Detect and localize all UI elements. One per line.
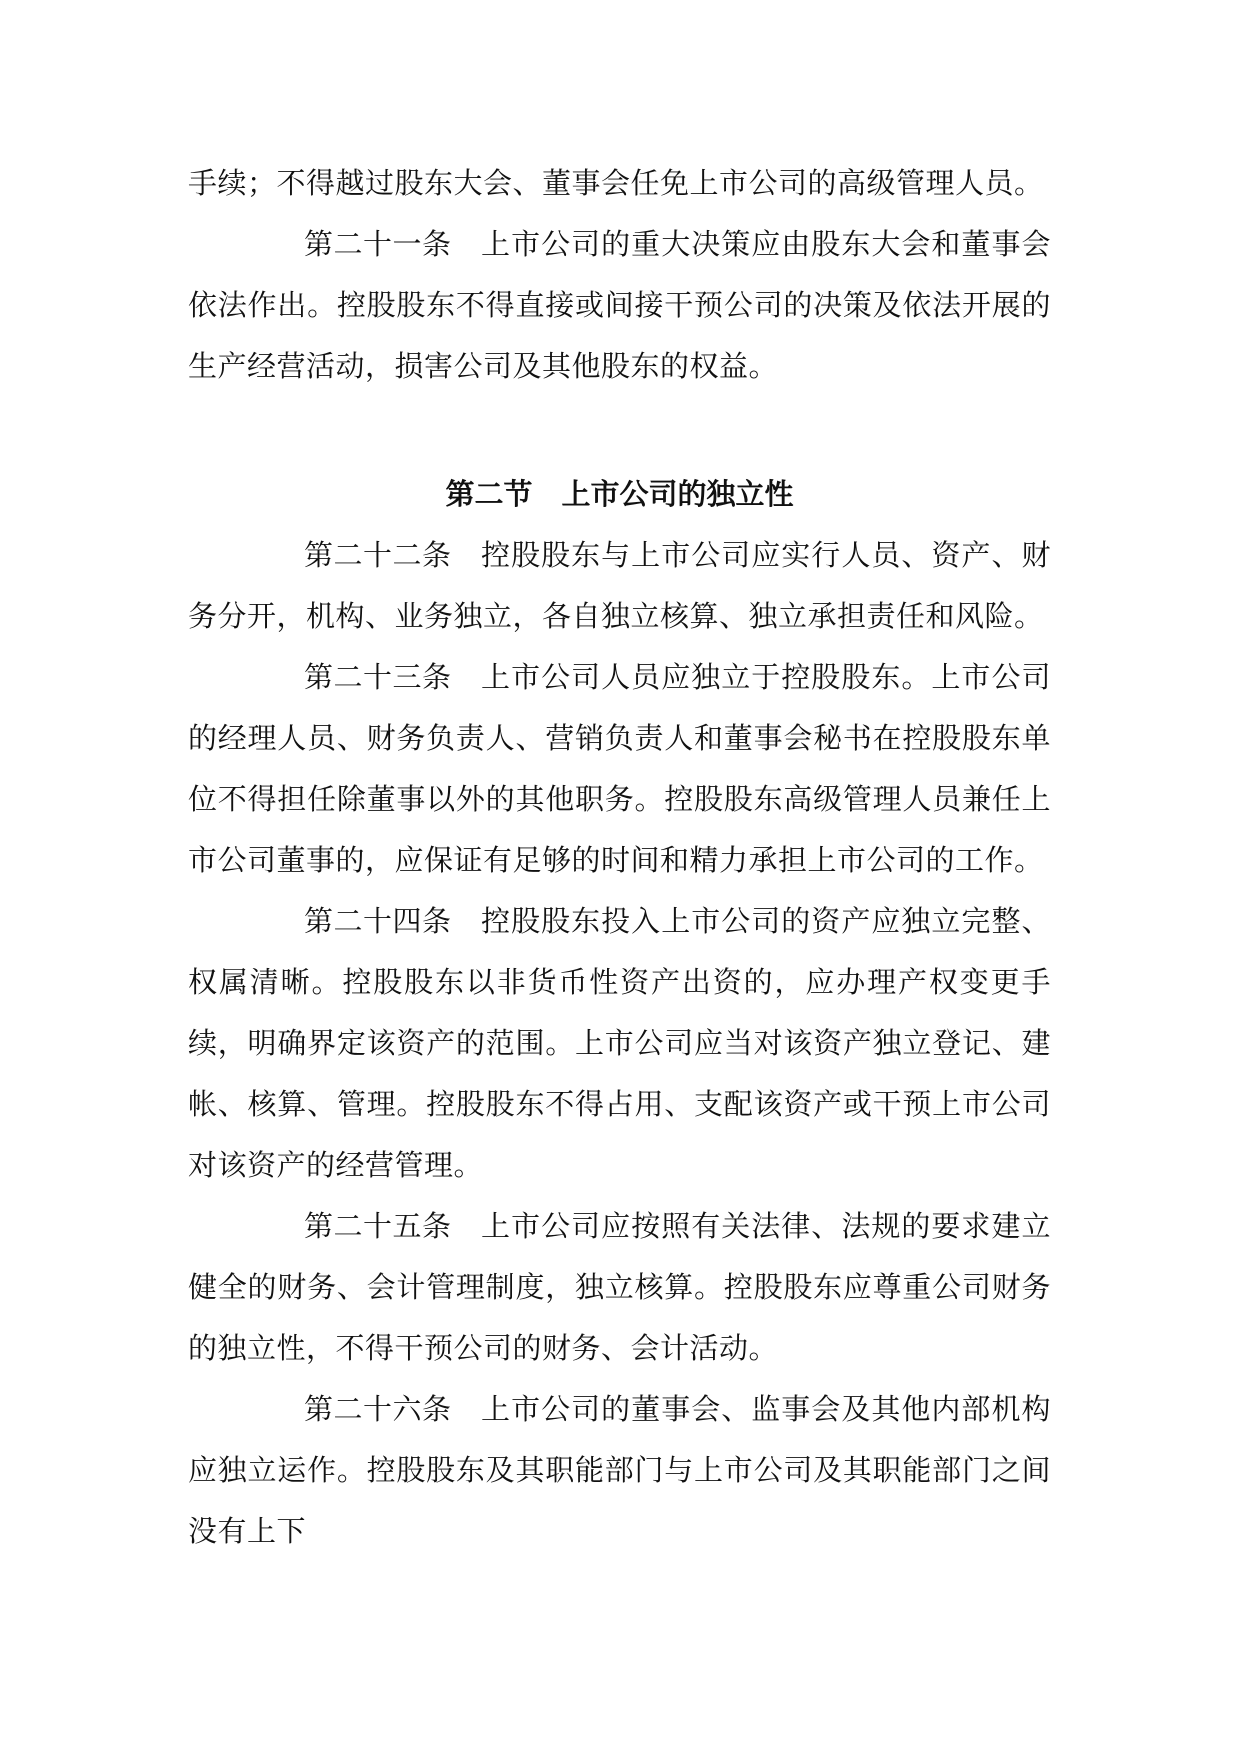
section-heading: [188, 464, 1051, 525]
section-spacer: [188, 397, 1051, 464]
article-25-number: 第二十五条: [304, 1209, 452, 1243]
document-body: [188, 153, 1051, 1562]
article-22-number: 第二十二条: [304, 538, 452, 572]
article-23-number: 第二十三条: [304, 660, 452, 694]
article-24-number: 第二十四条: [304, 904, 452, 938]
section-number: 第二节: [445, 477, 533, 511]
article-21-text: 上市公司的重大决策应由股东大会和董事会依法作出。控股股东不得直接或间接干预公司的决策及依法开展的生产经营活动，损害公司及其他股东的权益。: [188, 227, 1051, 383]
article-23: [188, 647, 1051, 891]
continuation-paragraph: 手续；不得越过股东大会、董事会任免上市公司的高级管理人员。: [188, 166, 1044, 200]
article-23-text: 上市公司人员应独立于控股股东。上市公司的经理人员、财务负责人、营销负责人和董事会秘书在控股股东单位不得担任除董事以外的其他职务。控股股东高级管理人员兼任上市公司董事的，应保证有足够的时间和精力承担上市公司的工作。: [188, 660, 1051, 877]
article-25: [188, 1196, 1051, 1379]
article-21-number: 第二十一条: [304, 227, 452, 261]
article-24: [188, 891, 1051, 1196]
article-25-text: 上市公司应按照有关法律、法规的要求建立健全的财务、会计管理制度，独立核算。控股股东应尊重公司财务的独立性，不得干预公司的财务、会计活动。: [188, 1209, 1051, 1365]
section-title: 上市公司的独立性: [561, 477, 794, 511]
article-21: [188, 214, 1051, 397]
article-24-text: 控股股东投入上市公司的资产应独立完整、权属清晰。控股股东以非货币性资产出资的，应办理产权变更手续，明确界定该资产的范围。上市公司应当对该资产独立登记、建帐、核算、管理。控股股东不得占用、支配该资产或干预上市公司对该资产的经营管理。: [188, 904, 1051, 1182]
article-26: [188, 1379, 1051, 1562]
article-22: [188, 525, 1051, 647]
article-22-text: 控股股东与上市公司应实行人员、资产、财务分开，机构、业务独立，各自独立核算、独立承担责任和风险。: [188, 538, 1051, 633]
article-26-number: 第二十六条: [304, 1392, 452, 1426]
article-26-text: 上市公司的董事会、监事会及其他内部机构应独立运作。控股股东及其职能部门与上市公司及其职能部门之间没有上下: [188, 1392, 1051, 1548]
